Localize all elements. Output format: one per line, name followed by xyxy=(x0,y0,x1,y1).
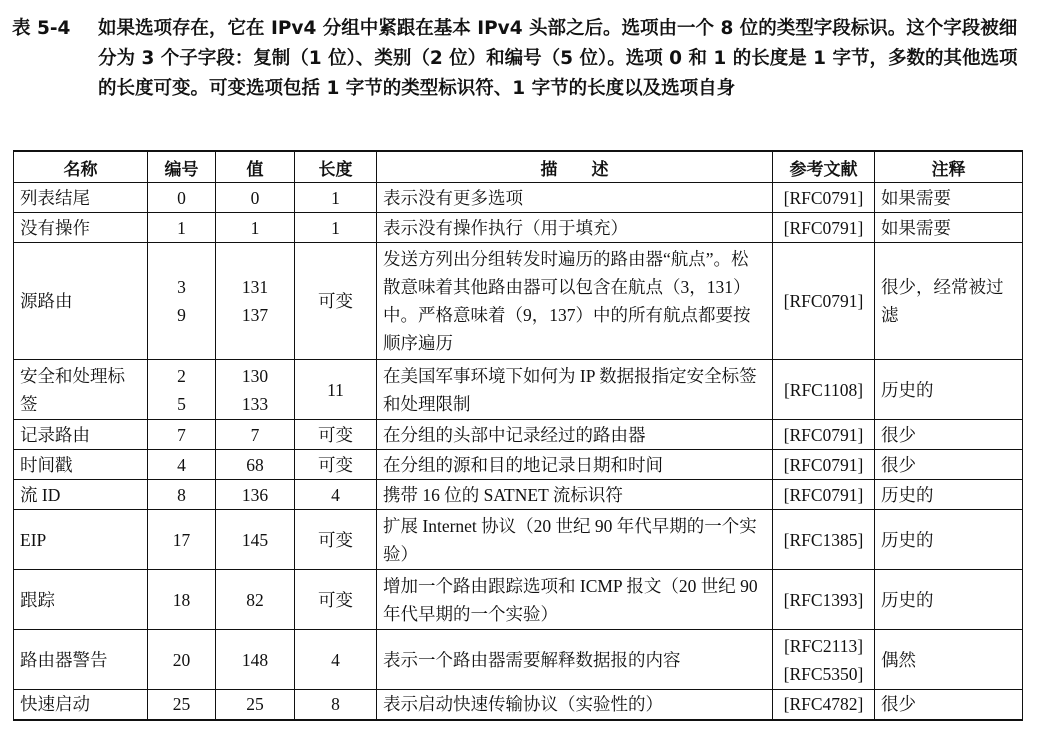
cell-note: 偶然 xyxy=(875,630,1023,690)
cell-number xyxy=(148,243,216,360)
cell-note: 如果需要 xyxy=(875,213,1023,243)
header-name: 名称 xyxy=(14,151,148,183)
table-row xyxy=(14,360,1023,420)
cell-value xyxy=(216,243,295,360)
cell-number: 0 xyxy=(148,183,216,213)
cell-name: 时间戳 xyxy=(14,450,148,480)
cell-note: 历史的 xyxy=(875,480,1023,510)
header-note: 注释 xyxy=(875,151,1023,183)
cell-length: 4 xyxy=(295,630,377,690)
cell-line: 133 xyxy=(241,393,269,414)
cell-description: 表示一个路由器需要解释数据报的内容 xyxy=(377,630,773,690)
cell-number: 20 xyxy=(148,630,216,690)
caption-text: 如果选项存在，它在 IPv4 分组中紧跟在基本 IPv4 头部之后。选项由一个 8 位的类型字段标识。这个字段被细分为 3 个子字段：复制（1 位）、类别（2 位）和编号（5 位）。选项 0 和 1 的长度是 1 字节，多数的其他选项的长度可变。可变选项包括 1 字节的类型标识符、1 字节的长度以及选项自身 xyxy=(98,18,1018,99)
cell-line: 130 xyxy=(241,365,269,386)
cell-note: 很少 xyxy=(875,420,1023,450)
header-description: 描 述 xyxy=(377,151,773,183)
cell-name: 列表结尾 xyxy=(14,183,148,213)
cell-note: 历史的 xyxy=(875,360,1023,420)
cell-name: 跟踪 xyxy=(14,570,148,630)
cell-line: 131 xyxy=(241,277,269,297)
cell-length: 可变 xyxy=(295,570,377,630)
cell-note: 历史的 xyxy=(875,510,1023,570)
cell-name: 源路由 xyxy=(14,243,148,360)
cell-description: 携带 16 位的 SATNET 流标识符 xyxy=(377,480,773,510)
table-row xyxy=(14,630,1023,690)
cell-value: 148 xyxy=(216,630,295,690)
cell-value: 136 xyxy=(216,480,295,510)
cell-length: 可变 xyxy=(295,420,377,450)
cell-line: [RFC5350] xyxy=(783,663,864,684)
table-row xyxy=(14,420,1023,450)
table-row xyxy=(14,450,1023,480)
cell-length: 1 xyxy=(295,183,377,213)
cell-length: 可变 xyxy=(295,243,377,360)
table-row xyxy=(14,480,1023,510)
cell-note: 很少 xyxy=(875,450,1023,480)
cell-line: 2 xyxy=(177,365,186,386)
cell-description: 在美国军事环境下如何为 IP 数据报指定安全标签和处理限制 xyxy=(377,360,773,420)
table-row xyxy=(14,213,1023,243)
table-row xyxy=(14,510,1023,570)
cell-line: 3 xyxy=(177,277,186,297)
cell-description: 在分组的源和目的地记录日期和时间 xyxy=(377,450,773,480)
cell-length: 8 xyxy=(295,690,377,720)
cell-reference xyxy=(773,630,875,690)
cell-value: 0 xyxy=(216,183,295,213)
cell-number: 8 xyxy=(148,480,216,510)
cell-line: 137 xyxy=(241,305,269,325)
cell-value: 25 xyxy=(216,690,295,720)
cell-reference: [RFC1393] xyxy=(773,570,875,630)
cell-name: 快速启动 xyxy=(14,690,148,720)
table-row xyxy=(14,690,1023,720)
cell-name: 安全和处理标签 xyxy=(14,360,148,420)
cell-value: 68 xyxy=(216,450,295,480)
cell-name: EIP xyxy=(14,510,148,570)
cell-number: 7 xyxy=(148,420,216,450)
cell-number: 18 xyxy=(148,570,216,630)
cell-number: 1 xyxy=(148,213,216,243)
cell-value xyxy=(216,360,295,420)
cell-note: 很少 xyxy=(875,690,1023,720)
header-value: 值 xyxy=(216,151,295,183)
cell-value: 1 xyxy=(216,213,295,243)
cell-length: 11 xyxy=(295,360,377,420)
header-number: 编号 xyxy=(148,151,216,183)
cell-number xyxy=(148,360,216,420)
cell-note: 如果需要 xyxy=(875,183,1023,213)
cell-length: 4 xyxy=(295,480,377,510)
cell-length: 可变 xyxy=(295,510,377,570)
cell-reference: [RFC0791] xyxy=(773,183,875,213)
cell-value: 145 xyxy=(216,510,295,570)
table-row xyxy=(14,183,1023,213)
cell-description: 发送方列出分组转发时遍历的路由器“航点”。松散意味着其他路由器可以包含在航点（3，131）中。严格意味着（9，137）中的所有航点都要按顺序遍历 xyxy=(377,243,773,360)
cell-line: 5 xyxy=(177,393,186,414)
cell-reference: [RFC1108] xyxy=(773,360,875,420)
table-caption xyxy=(12,14,1022,104)
table-row xyxy=(14,570,1023,630)
header-row xyxy=(14,151,1023,183)
cell-description: 表示没有操作执行（用于填充） xyxy=(377,213,773,243)
cell-reference: [RFC0791] xyxy=(773,213,875,243)
cell-reference: [RFC0791] xyxy=(773,480,875,510)
cell-line: [RFC2113] xyxy=(783,635,864,656)
header-reference: 参考文献 xyxy=(773,151,875,183)
ipv4-options-table xyxy=(13,150,1023,721)
cell-name: 流 ID xyxy=(14,480,148,510)
cell-description: 表示启动快速传输协议（实验性的） xyxy=(377,690,773,720)
cell-line: 9 xyxy=(177,305,186,325)
cell-name: 没有操作 xyxy=(14,213,148,243)
cell-length: 可变 xyxy=(295,450,377,480)
cell-name: 路由器警告 xyxy=(14,630,148,690)
header-length: 长度 xyxy=(295,151,377,183)
table-row xyxy=(14,243,1023,360)
cell-name: 记录路由 xyxy=(14,420,148,450)
cell-reference: [RFC1385] xyxy=(773,510,875,570)
cell-reference: [RFC4782] xyxy=(773,690,875,720)
cell-value: 82 xyxy=(216,570,295,630)
cell-description: 在分组的头部中记录经过的路由器 xyxy=(377,420,773,450)
cell-number: 4 xyxy=(148,450,216,480)
table-number: 表 5-4 xyxy=(12,18,71,39)
cell-number: 25 xyxy=(148,690,216,720)
cell-description: 表示没有更多选项 xyxy=(377,183,773,213)
cell-reference: [RFC0791] xyxy=(773,420,875,450)
cell-note: 历史的 xyxy=(875,570,1023,630)
cell-reference: [RFC0791] xyxy=(773,450,875,480)
cell-value: 7 xyxy=(216,420,295,450)
cell-reference: [RFC0791] xyxy=(773,243,875,360)
cell-length: 1 xyxy=(295,213,377,243)
cell-description: 增加一个路由跟踪选项和 ICMP 报文（20 世纪 90 年代早期的一个实验） xyxy=(377,570,773,630)
cell-description: 扩展 Internet 协议（20 世纪 90 年代早期的一个实验） xyxy=(377,510,773,570)
cell-number: 17 xyxy=(148,510,216,570)
cell-note: 很少，经常被过滤 xyxy=(875,243,1023,360)
